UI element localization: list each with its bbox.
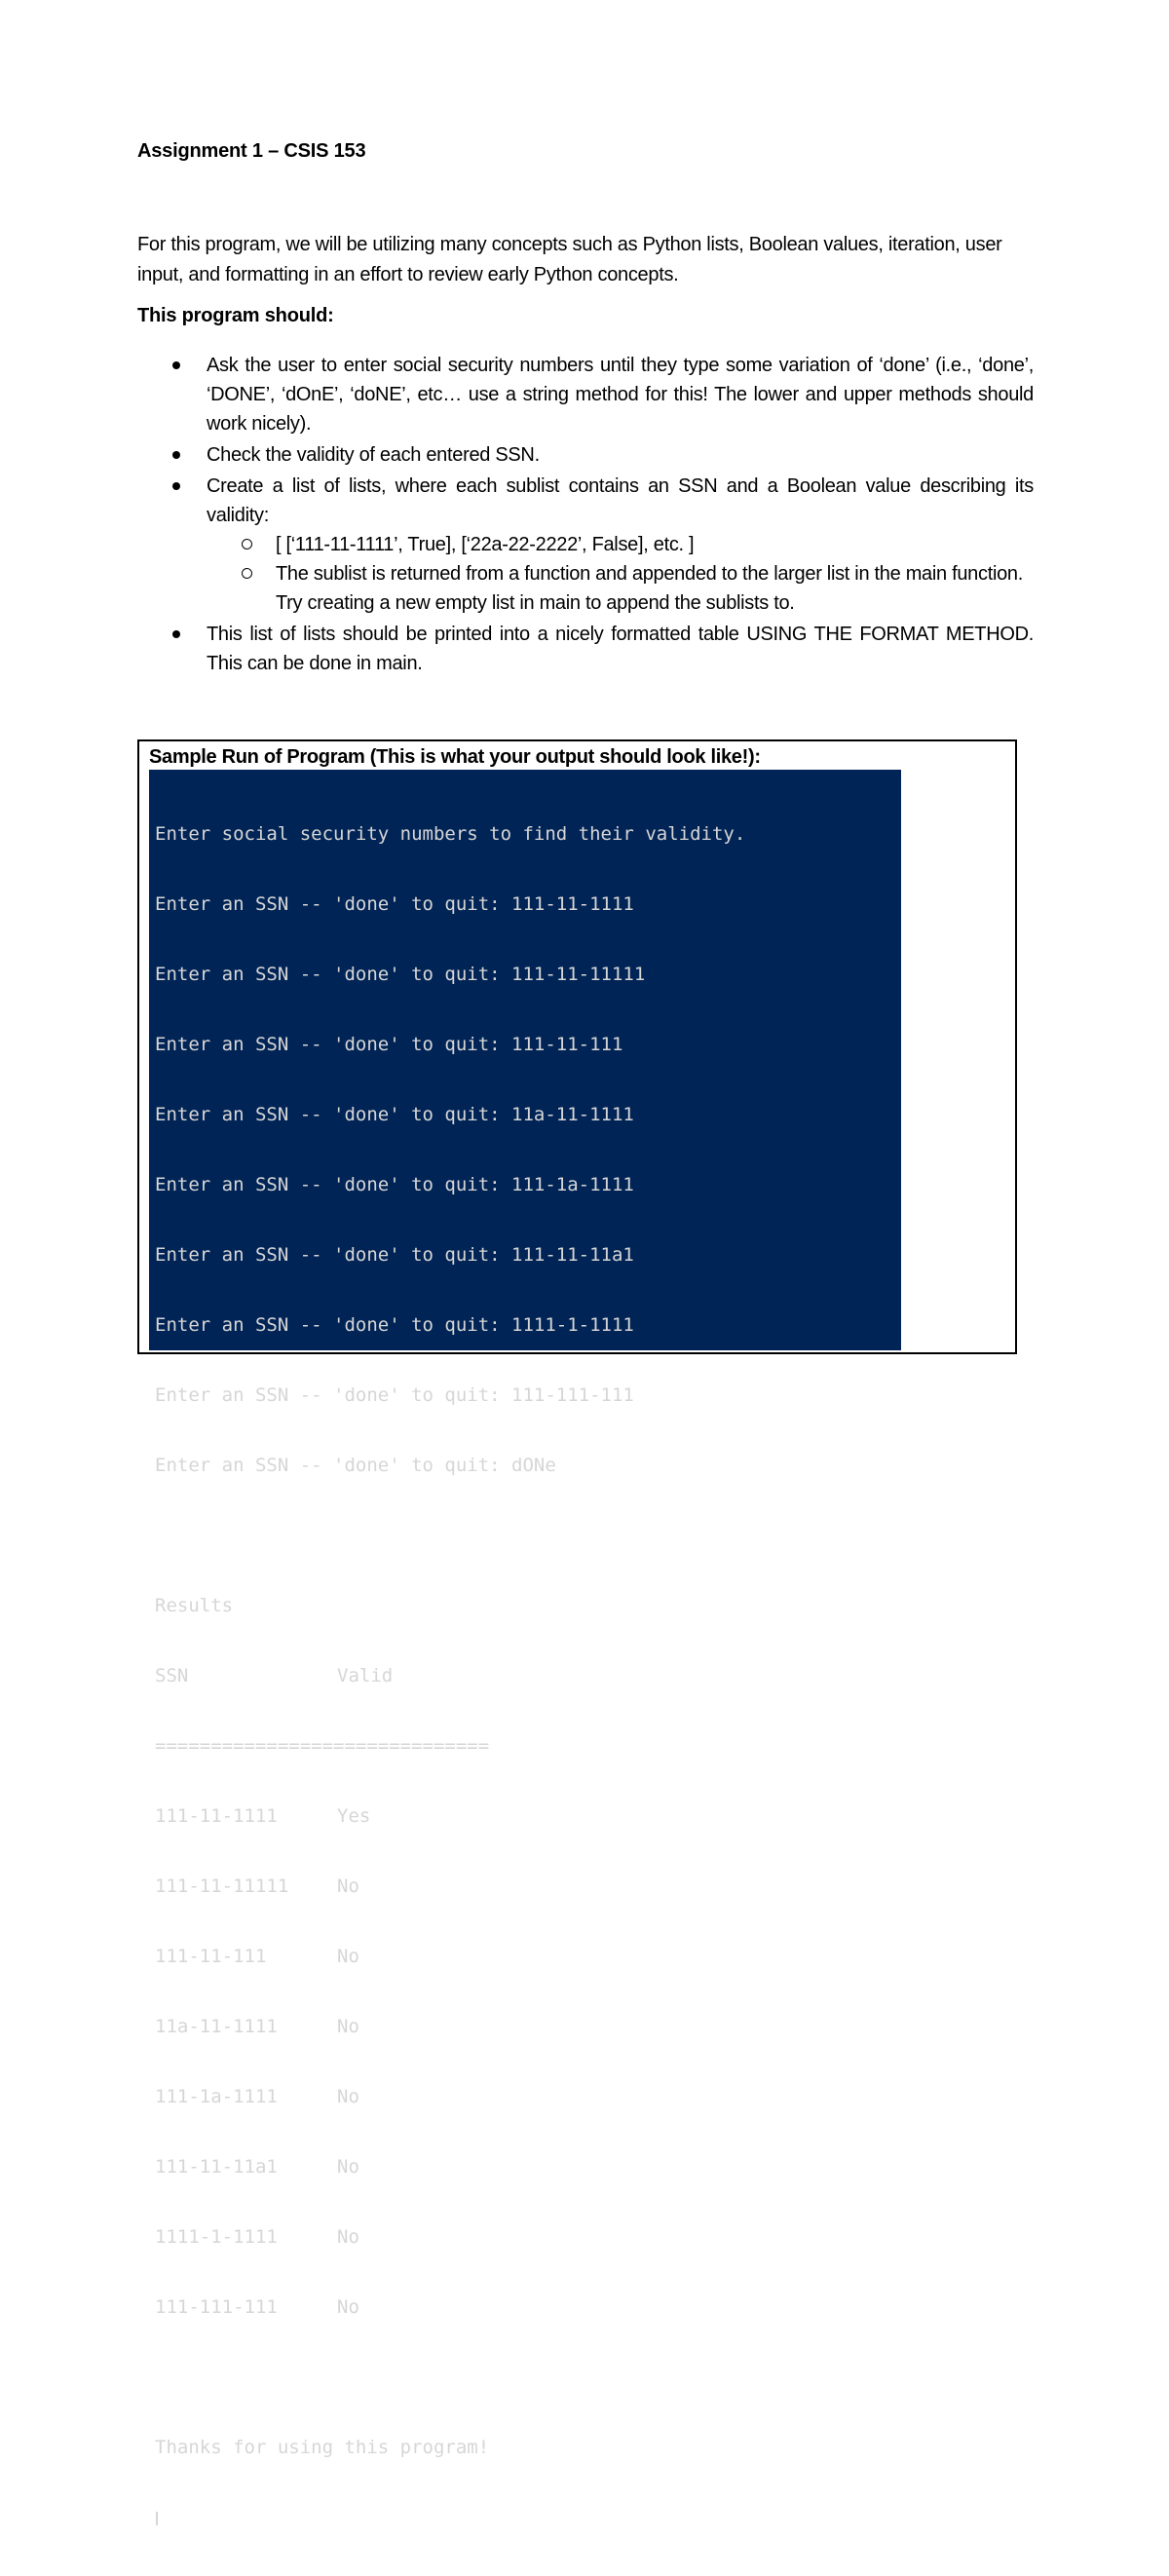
valid-cell: No [337,2156,359,2178]
table-row [155,1945,901,1968]
console-blank-line [155,1524,901,1547]
requirement-text: This list of lists should be printed into a nicely formatted table USING THE FORMAT METHOD. This can be done in main. [207,624,1034,674]
table-row [155,2295,901,2319]
console-line: Enter an SSN -- 'done' to quit: 111-11-111 [155,1034,623,1055]
sample-run-title: Sample Run of Program (This is what your output should look like!): [149,746,761,768]
sub-requirement-text: The sublist is returned from a function and appended to the larger list in the main function. Try creating a new empty list in main to append the sublists to. [276,563,1024,614]
table-row [155,1804,901,1828]
sub-requirement-item [207,559,1034,618]
results-label: Results [155,1595,234,1616]
ssn-cell: 111-11-11111 [155,1875,289,1897]
ssn-cell: 111-1a-1111 [155,2086,278,2107]
closing-message: Thanks for using this program! [155,2437,490,2458]
valid-cell: No [337,2086,359,2107]
table-row [155,2085,901,2108]
console-cursor-line [155,2506,901,2529]
console-line: Enter an SSN -- 'done' to quit: 1111-1-1111 [155,1314,634,1336]
results-table-header [155,1664,901,1687]
ssn-cell: 111-11-111 [155,1946,267,1967]
bullet-icon [172,451,180,459]
requirement-text: Create a list of lists, where each sublist contains an SSN and a Boolean value describing its validity: [207,475,1034,526]
requirement-item [137,351,1034,438]
requirements-list [137,351,1034,680]
sub-requirement-text: [ [‘111-11-1111’, True], [‘22a-22-2222’, False], etc. ] [276,534,695,555]
text-cursor-icon [156,2512,158,2525]
console-line: Enter an SSN -- 'done' to quit: 111-11-1111 [155,893,634,915]
header-ssn: SSN [155,1665,189,1686]
bullet-icon [172,630,180,638]
console-line: Enter an SSN -- 'done' to quit: 11a-11-1111 [155,1104,634,1125]
requirement-text: Ask the user to enter social security numbers until they type some variation of ‘done’ (i.e., ‘done’, ‘DONE’, ‘dOnE’, ‘doNE’, etc… use a string method for this! The lower and upper methods should work nicely). [207,355,1034,435]
console-line: Enter an SSN -- 'done' to quit: 111-111-111 [155,1384,634,1406]
valid-cell: Yes [337,1805,371,1827]
ssn-cell: 111-111-111 [155,2296,278,2318]
console-line: Enter social security numbers to find their validity. [155,823,746,845]
sub-requirements-list [207,530,1034,618]
console-line: Enter an SSN -- 'done' to quit: 111-1a-1111 [155,1174,634,1195]
sub-requirement-item [207,530,1034,559]
hollow-bullet-icon [242,539,252,549]
ssn-cell: 111-11-1111 [155,1805,278,1827]
requirement-item [137,472,1034,618]
valid-cell: No [337,2296,359,2318]
bullet-icon [172,361,180,369]
bullet-icon [172,482,180,490]
valid-cell: No [337,1946,359,1967]
hollow-bullet-icon [242,568,252,579]
console-blank-line [155,2366,901,2389]
requirement-item [137,440,1034,470]
table-row [155,2155,901,2178]
sample-run-box [137,739,1017,2458]
console-line: Enter an SSN -- 'done' to quit: 111-11-11a1 [155,1244,634,1266]
requirements-heading: This program should: [137,305,334,326]
console-output [149,770,901,2458]
document-title: Assignment 1 – CSIS 153 [137,140,366,162]
console-line: Enter an SSN -- 'done' to quit: 111-11-11111 [155,964,646,985]
valid-cell: No [337,2016,359,2037]
console-line: Enter an SSN -- 'done' to quit: dONe [155,1455,556,1476]
ssn-cell: 11a-11-1111 [155,2016,278,2037]
table-row [155,1875,901,1898]
intro-paragraph: For this program, we will be utilizing many concepts such as Python lists, Boolean values, iteration, user input, and formatting in an effort to review early Python concepts. [137,234,1002,285]
table-row [155,2225,901,2249]
header-valid: Valid [337,1665,394,1686]
table-row [155,2015,901,2038]
requirement-item [137,620,1034,678]
valid-cell: No [337,2226,359,2248]
results-separator: ============================== [155,1735,490,1757]
valid-cell: No [337,1875,359,1897]
ssn-cell: 1111-1-1111 [155,2226,278,2248]
ssn-cell: 111-11-11a1 [155,2156,278,2178]
requirement-text: Check the validity of each entered SSN. [207,444,540,466]
